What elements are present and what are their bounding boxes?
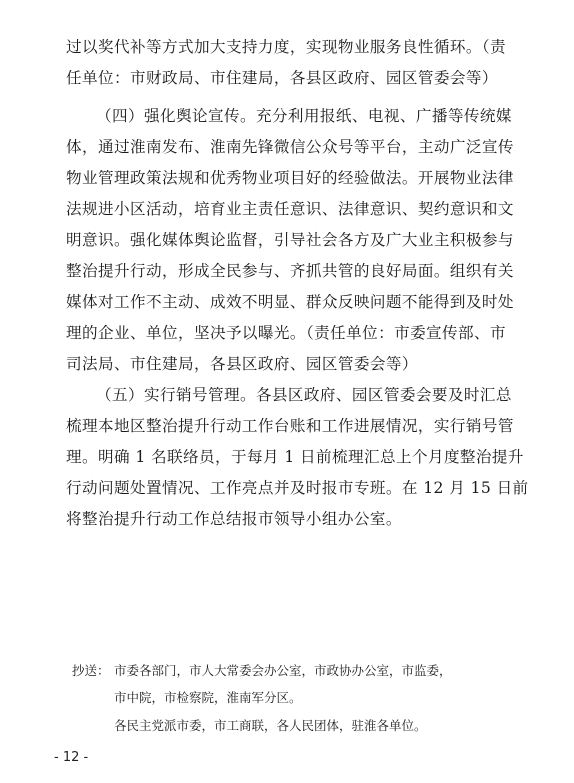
body-line-14: 理。明确 1 名联络员，于每月 1 日前梳理汇总上个月度整治提升 [66, 448, 524, 466]
body-line-10: 理的企业、单位，坚决予以曝光。（责任单位：市委宣传部、市 [66, 324, 507, 342]
body-line-5: 物业管理政策法规和优秀物业项目好的经验做法。开展物业法律 [66, 169, 514, 187]
body-line-8: 整治提升行动，形成全民参与、齐抓共管的良好局面。组织有关 [66, 262, 514, 280]
body-line-7: 明意识。强化媒体舆论监督，引导社会各方及广大业主积极参与 [66, 231, 514, 249]
section-4-heading-line: （四）强化舆论宣传。充分利用报纸、电视、广播等传统媒 [96, 107, 512, 125]
cc-recipients-line-2: 市中院，市检察院，淮南军分区。 [114, 690, 302, 705]
cc-recipients-line-1: 市委各部门，市人大常委会办公室，市政协办公室，市监委， [114, 663, 452, 678]
page-number: - 12 - [54, 750, 89, 765]
body-line-4: 体，通过淮南发布、淮南先锋微信公众号等平台，主动广泛宣传 [66, 138, 514, 156]
body-line-13: 梳理本地区整治提升行动工作台账和工作进展情况，实行销号管 [66, 417, 514, 435]
cc-label: 抄送： [72, 663, 110, 678]
body-line-11: 司法局、市住建局，各县区政府、园区管委会等） [66, 355, 418, 373]
body-line-2: 任单位：市财政局、市住建局，各县区政府、园区管委会等） [66, 69, 498, 87]
body-line-1: 过以奖代补等方式加大支持力度，实现物业服务良性循环。（责 [66, 38, 507, 56]
cc-recipients-line-3: 各民主党派市委，市工商联，各人民团体，驻淮各单位。 [114, 718, 427, 733]
body-line-6: 法规进小区活动，培育业主责任意识、法律意识、契约意识和文 [66, 200, 514, 218]
body-line-15: 行动问题处置情况、工作亮点并及时报市专班。在 12 月 15 日前 [66, 479, 529, 497]
body-line-16: 将整治提升行动工作总结报市领导小组办公室。 [66, 510, 402, 528]
section-5-heading-line: （五）实行销号管理。各县区政府、园区管委会要及时汇总 [96, 386, 512, 404]
body-line-9: 媒体对工作不主动、成效不明显、群众反映问题不能得到及时处 [66, 293, 514, 311]
